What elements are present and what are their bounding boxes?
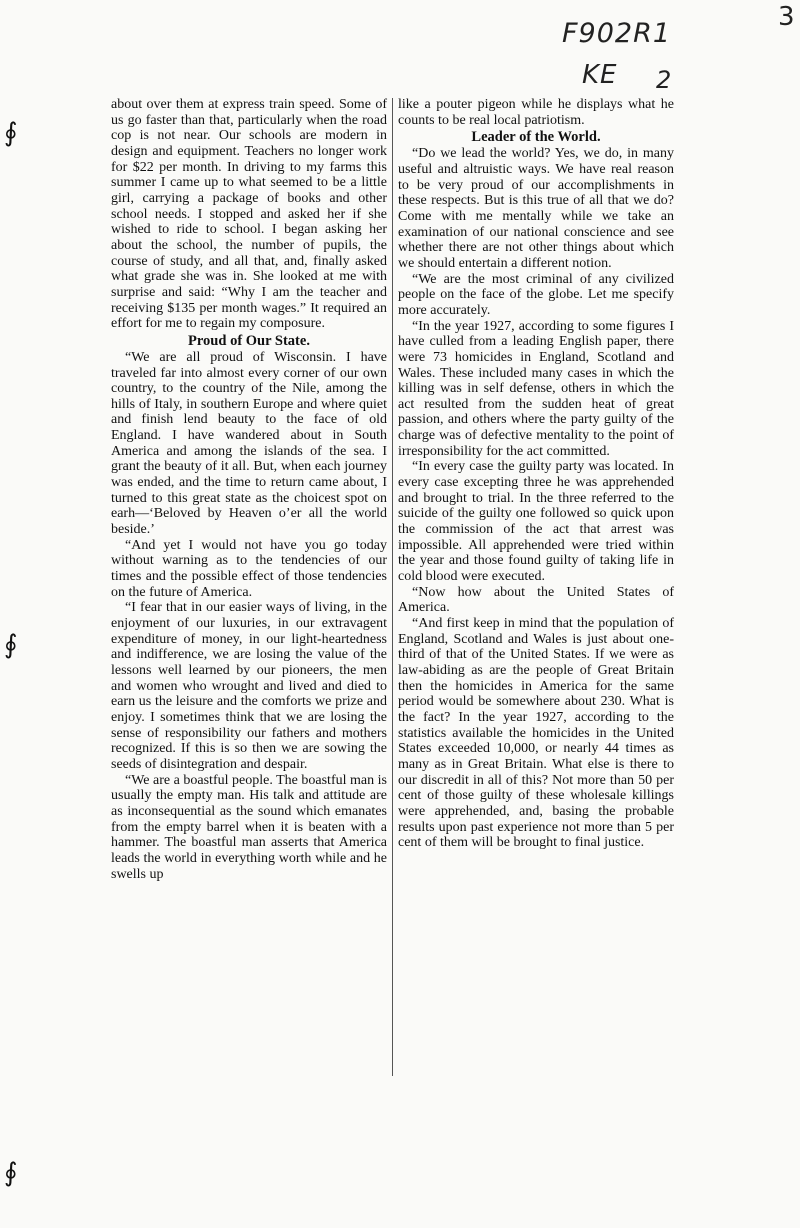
article-column-right <box>398 97 674 851</box>
section-heading: Proud of Our State. <box>188 332 310 349</box>
binding-hole-mark: ∮ <box>4 1158 18 1188</box>
binding-hole-mark: ∮ <box>4 630 18 660</box>
paragraph: like a pouter pigeon while he displays what he counts to be real local patriotism. <box>398 97 674 128</box>
binding-hole-mark: ∮ <box>4 118 18 148</box>
paragraph: “In every case the guilty party was located. In every case excepting three he was apprehended and brought to trial. In the three referred to the suicide of the guilty one followed so quick upon the commission of the act that arrest was impossible. All apprehended were tried within the year and those found guilty of taking life in cold blood were executed. <box>398 459 674 585</box>
column-divider <box>392 98 393 1076</box>
article-column-left <box>111 97 387 882</box>
section-heading: Leader of the World. <box>471 129 601 146</box>
paragraph: “In the year 1927, according to some figures I have culled from a leading English paper, there were 73 homicides in England, Scotland and Wales. These included many cases in which the killing was in self defense, others in which the act resulted from the sudden heat of great passion, and others where the party guilty of the charge was of defective mentality to the point of irresponsibility for the act committed. <box>398 318 674 459</box>
handwritten-page-number: 3 <box>778 2 796 32</box>
paragraph: about over them at express train speed. Some of us go faster than that, particularly when the road cop is not near. Our schools are modern in design and equipment. Teachers no longer work for $22 per month. In driving to my farms this summer I came up to what seemed to be a little girl, carrying a package of books and other school needs. I stopped and asked her if she wished to ride to school. I began asking her about the school, the number of pupils, the course of study, and all that, and, finally asked what grade she was in. She looked at me with surprise and said: “Why I am the teacher and receiving $135 per month wages.” It required an effort for me to regain my composure. <box>111 97 387 332</box>
paragraph: “We are the most criminal of any civilized people on the face of the globe. Let me specify more accurately. <box>398 271 674 318</box>
paragraph: “Now how about the United States of America. <box>398 584 674 616</box>
paragraph: “I fear that in our easier ways of living, in the enjoyment of our luxuries, in our extravagent expenditure of money, in our light-heartedness and indifference, we are losing the value of the lessons well learned by our pioneers, the men and women who wrought and lived and died to earn us the leisure and the comforts we prize and enjoy. I sometimes think that we are losing the sense of responsibility our fathers and mothers recognized. If this is so then we are sowing the seeds of disintegration and despair. <box>111 600 387 772</box>
handwritten-number: 2 <box>656 66 673 94</box>
handwritten-file-code: F902R1 <box>562 18 672 49</box>
paragraph: “And yet I would not have you go today without warning as to the tendencies of our times and the possible effect of those tendencies on the future of America. <box>111 537 387 600</box>
paragraph: “We are all proud of Wisconsin. I have traveled far into almost every corner of our own country, to the country of the Nile, among the hills of Italy, in southern Europe and where quiet and finish lend beauty to the face of old England. I have wandered about in South America and among the islands of the sea. I grant the beauty of it all. But, when each journey was ended, and the time to return came about, I turned to this great state as the choicest spot on earh—‘Beloved by Heaven o’er all the world beside.’ <box>111 349 387 538</box>
paragraph: “Do we lead the world? Yes, we do, in many useful and altruistic ways. We have real reason to be very proud of our accomplishments in these respects. But is this true of all that we do? Come with me mentally while we take an examination of our national conscience and see whether there are not other things about which we should entertain a different notion. <box>398 146 674 271</box>
paragraph: “We are a boastful people. The boastful man is usually the empty man. His talk and attitude are as inconsequential as the sound which emanates from the empty barrel when it is beaten with a hammer. The boastful man asserts that America leads the world in everything worth while and he swells up <box>111 772 387 882</box>
handwritten-initials: KE <box>582 60 618 90</box>
paragraph: “And first keep in mind that the population of England, Scotland and Wales is just about one-third of that of the United States. If we were as law-abiding as are the people of Great Britain then the homicides in America for the same period would be somewhere about 230. What is the fact? In the year 1927, according to the statistics available the homicides in the United States exceeded 10,000, or nearly 44 times as many as in Great Britain. What else is there to our discredit in all of this? Not more than 50 per cent of those guilty of these wholesale killings were apprehended, and, basing the probable results upon past experience not more than 5 per cent of them will be brought to final justice. <box>398 616 674 851</box>
